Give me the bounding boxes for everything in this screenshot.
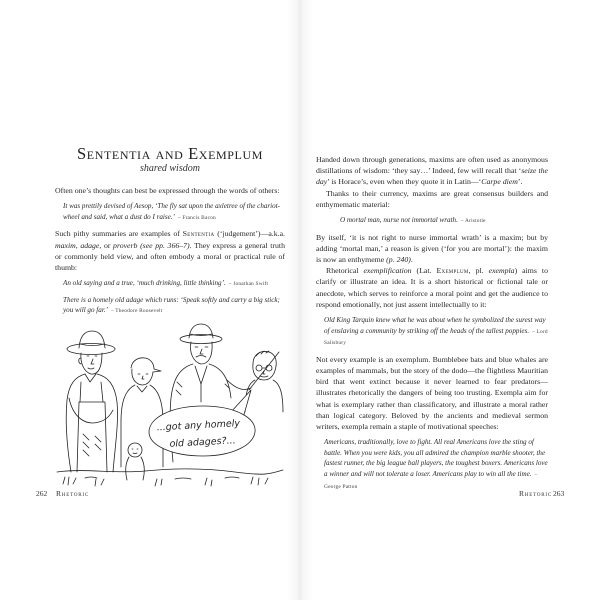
italic-term: exemplification — [363, 266, 412, 276]
quote-roosevelt — [63, 295, 285, 317]
quote-author: – George Patton — [324, 472, 538, 490]
quote-text: O mortal man, nurse not immortal wrath. — [340, 216, 458, 225]
quote-author: – Jonathan Swift — [228, 281, 269, 288]
text-run: (Lat. — [411, 266, 437, 276]
intro-paragraph — [55, 185, 285, 196]
text-run: or — [101, 240, 114, 250]
page-title: Sententia and Exemplum — [76, 144, 264, 163]
quote-text: There is a homely old adage which runs: ‘Speak softly and carry a big stick; you will go far.’ — [63, 295, 280, 315]
speech-bubble-line-1: ...got any homely — [156, 418, 241, 434]
cartoon-figure-glasses-man — [245, 351, 283, 412]
quote-swift — [63, 278, 285, 290]
text-run: ) aims to clarify or illustrate an idea. It is a short historical or fictional tale or anecdote, which serves to reinforce a moral point and get the audience to respond emotionally, not just assent intellectually to it: — [316, 266, 548, 309]
right-page-number: 263 — [553, 489, 565, 498]
italic-term: maxim, adage, — [55, 240, 102, 250]
cartoon-illustration — [55, 322, 285, 490]
text-run: Often one’s thoughts can best be expressed through the words of others: — [55, 186, 280, 195]
cartoon-ground — [57, 469, 283, 486]
quote-text: An old saying and a true, ‘much drinking, little thinking’. — [63, 279, 226, 288]
text-run: (‘judgement’)—a.k.a. — [214, 229, 285, 239]
maxims-paragraph — [316, 154, 548, 188]
quote-salisbury — [324, 315, 548, 349]
not-every-example-paragraph — [316, 354, 548, 432]
italic-term: Carpe diem — [481, 177, 518, 187]
currency-paragraph — [316, 188, 548, 210]
italic-term: exempla — [488, 266, 515, 276]
quote-author: – Theodore Roosevelt — [110, 308, 163, 315]
cartoon-figure-child — [126, 443, 145, 480]
book-gutter-shadow — [286, 0, 314, 600]
italic-term: proverb — [113, 240, 138, 250]
quote-author: – Aristotle — [460, 218, 486, 225]
left-page-text-column — [55, 145, 285, 490]
quote-text: Americans, traditionally, love to fight. All real Americans love the sting of battle. When you were kids, you all admired the champion marble shooter, the fastest runner, the big league ball players, the toughest boxers. Americans love a winner and will not tolerate a loser. Americans play to win all the time. — [324, 438, 548, 479]
exemplification-paragraph — [316, 265, 548, 310]
page-reference: (p. 240) — [386, 255, 411, 265]
text-run: Rhetorical — [326, 266, 364, 276]
text-run: Such pithy summaries are examples of — [55, 229, 183, 239]
speech-bubble-line-2: old adages?... — [169, 435, 236, 450]
by-itself-paragraph — [316, 232, 548, 266]
text-run: . They express a general truth or commonly held view, and often embody a moral or practical rule of thumb: — [55, 240, 285, 272]
quote-author: – Lord Salisbury — [324, 328, 548, 347]
quote-text: Old King Tarquin knew what he was about when he symbolized the surest way of enslaving a community by striking off the heads of the tallest poppies. — [324, 316, 546, 335]
sententia-paragraph — [55, 228, 285, 273]
text-run: . — [410, 255, 413, 265]
quote-patton — [324, 437, 548, 492]
text-run: Not every example is an exemplum. Bumblebee bats and blue whales are examples of mammals, but the story of the dodo—the flightless Mauritian bird that went extinct because it never learned to fear predators—illustrates rhetorically the dangers of being too trusting. Exempla aim for what is exemplary rather than classificatory, and illustrate a moral rather than logical category. Beloved by the ancients and medieval sermon writers, exempla remain a staple of motivational speeches: — [316, 354, 548, 432]
text-run: By itself, ‘it is not right to nurse immortal wrath’ is a maxim; but by adding ‘mortal man,’ a reason is given (‘for you are mortal’): the maxim is now an enthymeme — [316, 232, 548, 265]
quote-text: It was prettily devised of Aesop, ‘The fly sat upon the axletree of the chariot-wheel and said, what a dust do I raise.’ — [63, 202, 281, 221]
quote-aristotle — [340, 215, 548, 227]
text-run: Handed down through generations, maxims are often used as anonymous distillations of wisdom: ‘they say…’ Indeed, few will recall that ‘ — [316, 155, 548, 176]
quote-author: – Francis Bacon — [177, 214, 216, 221]
small-caps-term: Exemplum — [436, 266, 469, 276]
text-run: ’ is Horace’s, even when they quote it in Latin—‘ — [327, 177, 482, 187]
italic-term: seize the day — [316, 166, 548, 187]
page-subtitle: shared wisdom — [140, 163, 200, 174]
left-page-number: 262 — [36, 489, 48, 498]
right-page-text-column — [316, 154, 548, 497]
quote-bacon — [63, 201, 285, 223]
text-run: ’. — [517, 177, 523, 187]
cartoon-figure-farmer — [66, 331, 117, 472]
text-run: Thanks to their currency, maxims are great consensus builders and enthymematic material: — [316, 188, 548, 209]
page-reference: (see pp. 366–7) — [140, 240, 190, 250]
text-run: , pl. — [468, 266, 489, 276]
right-running-head: Rhetoric — [519, 489, 552, 498]
left-running-head: Rhetoric — [56, 489, 89, 498]
small-caps-term: Sententia — [182, 229, 215, 239]
